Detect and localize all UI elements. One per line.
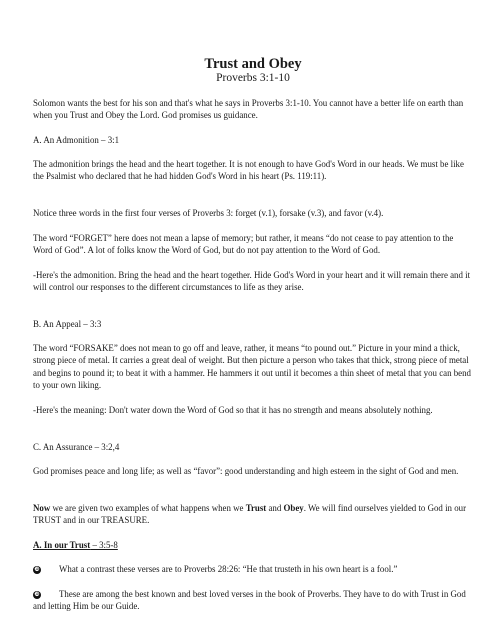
now-text-3: . We will find ourselves yielded to God in our TRUST and in our TREASURE.	[33, 503, 467, 526]
section-b-heading: B. An Appeal – 3:3	[33, 319, 102, 329]
section-c-heading: C. An Assurance – 3:2,4	[33, 442, 120, 452]
trust-bullet-2-text: These are among the best known and best loved verses in the book of Proverbs. They have to do with Trust in God and letting Him be our Guide.	[33, 589, 466, 612]
trust-bullet-2	[33, 588, 473, 613]
now-word: Now	[33, 503, 51, 513]
now-text-2: and	[266, 503, 284, 513]
trust-heading	[33, 539, 473, 551]
trust-bullet-1-text: What a contrast these verses are to Proverbs 28:26: “He that trusteth in his own heart is a fool.”	[59, 564, 398, 574]
now-text-1: we are given two examples of what happens when we	[50, 503, 246, 513]
section-c-paragraph-1: God promises peace and long life; as well as “favor”: good understanding and high esteem in the sight of God and men.	[33, 466, 459, 476]
section-a-paragraph-3: The word “FORGET” here does not mean a lapse of memory; but rather, it means “do not cease to pay attention to the Word of God”. A lot of folks know the Word of God, but do not pay attention to the Word of God.	[33, 233, 454, 256]
section-b-paragraph-1: The word “FORSAKE” does not mean to go off and leave, rather, it means “to pound out.” Picture in your mind a thick, strong piece of metal. It carries a great deal of weight. But then picture a person who takes that thick, strong piece of metal and begins to pound it; to beat it with a hammer. He hammers it out until it becomes a thin sheet of metal that you can bend to your own liking.	[33, 343, 471, 391]
section-a-heading: A. An Admonition – 3:1	[33, 135, 120, 145]
trust-heading-ref: – 3:5-8	[90, 540, 118, 550]
section-a-paragraph-2: Notice three words in the first four verses of Proverbs 3: forget (v.1), forsake (v.3), and favor (v.4).	[33, 208, 384, 218]
now-paragraph	[33, 502, 473, 527]
section-b-paragraph-2: -Here's the meaning: Don't water down the Word of God so that it has no strength and means absolutely nothing.	[33, 405, 433, 415]
obey-word: Obey	[283, 503, 304, 513]
document-subtitle: Proverbs 3:1-10	[216, 72, 290, 84]
trust-heading-label: A. In our Trust	[33, 540, 91, 550]
trust-bullet-1	[33, 563, 473, 575]
trust-word: Trust	[245, 503, 267, 513]
section-a-paragraph-4: -Here's the admonition. Bring the head and the heart together. Hide God's Word in your heart and it will remain there and it will control our responses to the different circumstances to life as they arise.	[33, 270, 471, 293]
intro-paragraph: Solomon wants the best for his son and that's what he says in Proverbs 3:1-10. You cannot have a better life on earth than when you Trust and Obey the Lord. God promises us guidance.	[33, 98, 464, 121]
bullet-icon: ❿	[34, 565, 40, 573]
section-a-paragraph-1: The admonition brings the head and the heart together. It is not enough to have God's Word in our heads. We must be like the Psalmist who declared that he had hidden God's Word in his heart (Ps. 119:11).	[33, 159, 464, 182]
bullet-icon: ❿	[34, 590, 40, 598]
document-title: Trust and Obey	[204, 56, 302, 72]
